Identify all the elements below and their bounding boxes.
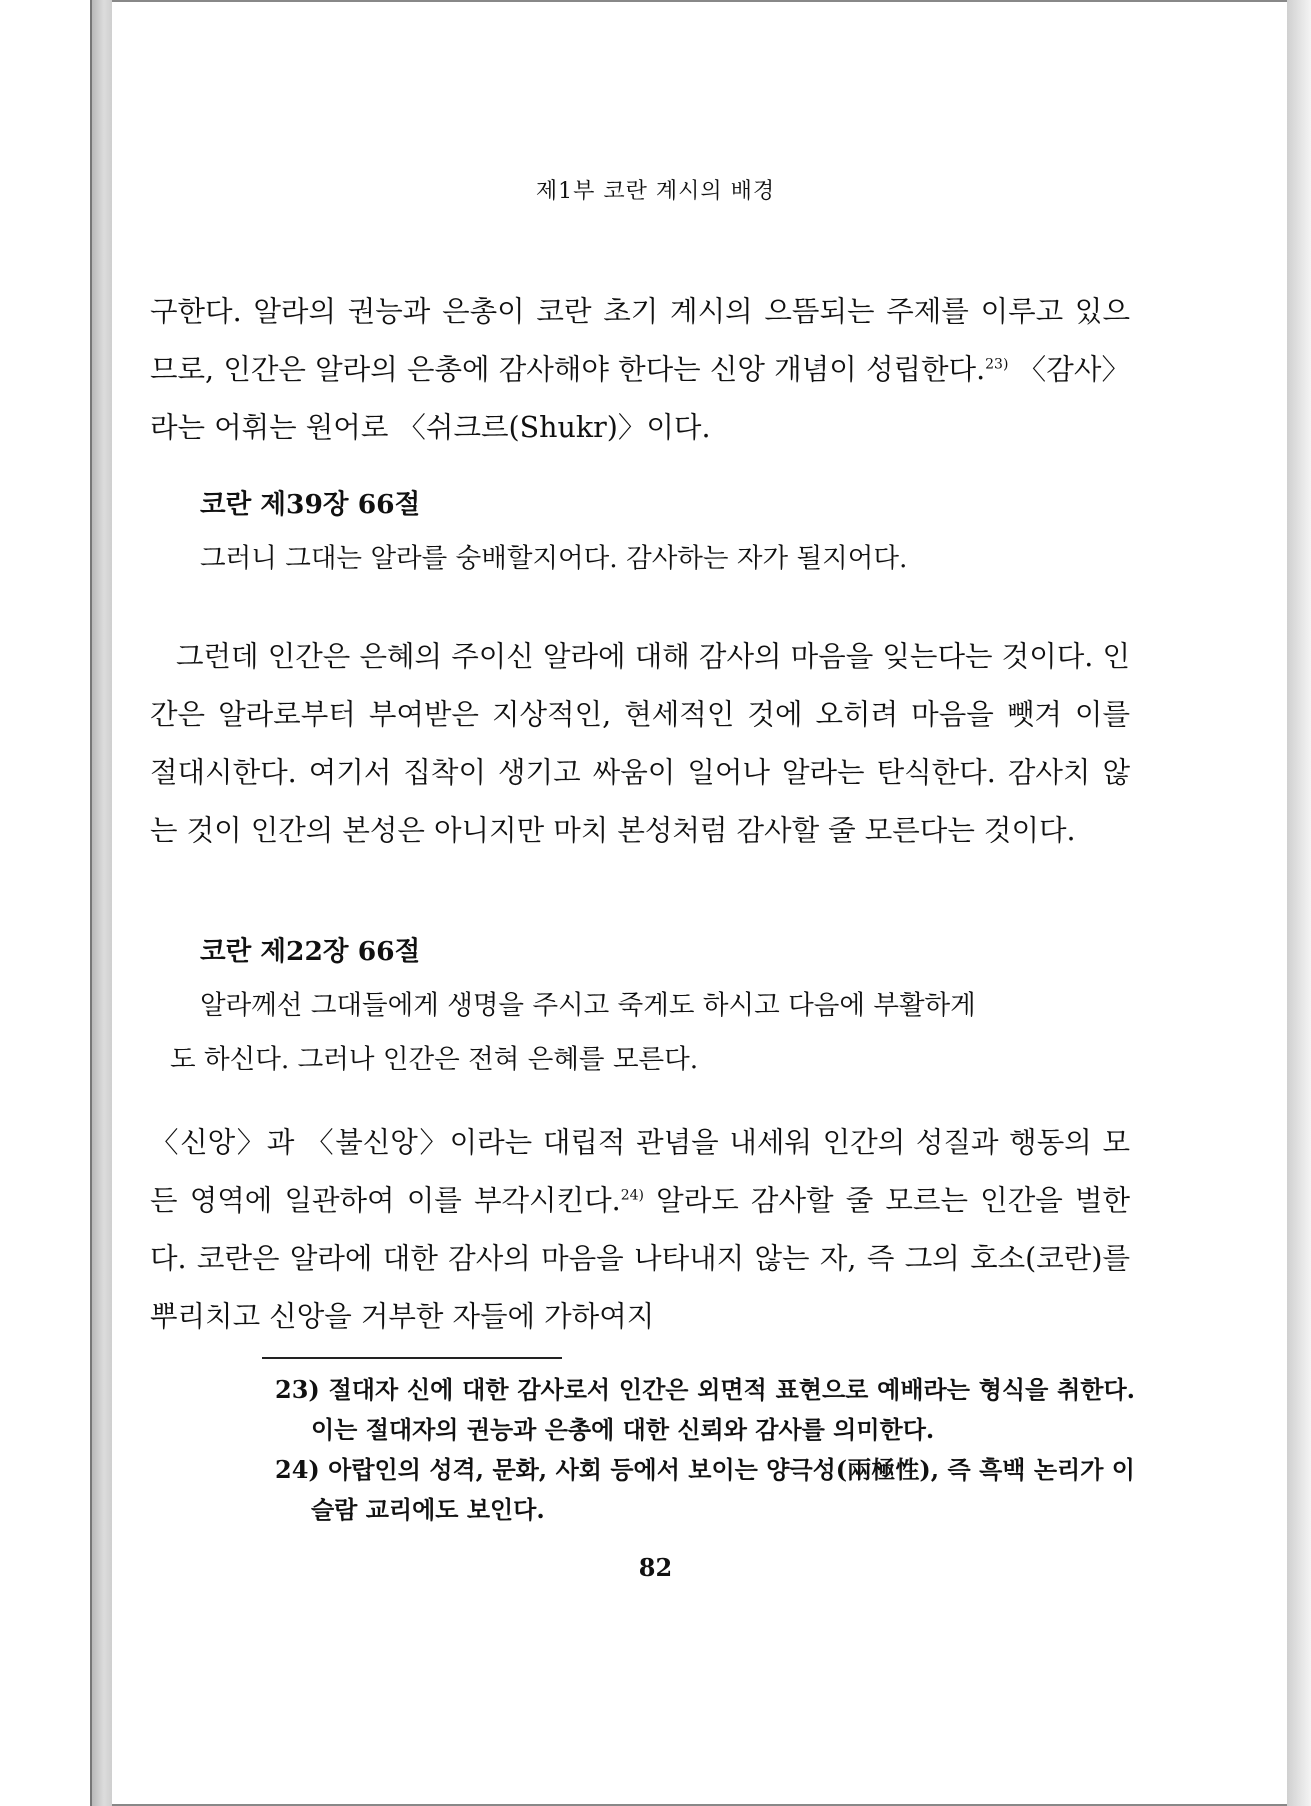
paragraph-3-text-after: 알라도 감사할 줄 모르는 인간을 벌한다. 코란은 알라에 대한 감사의 마음을 나타내지 않는 자, 즉 그의 호소(코란)를 뿌리치고 신앙을 거부한 자들에 가하여지 [150, 1184, 1130, 1333]
book-spine [90, 0, 112, 1806]
page-number: 82 [638, 1553, 673, 1582]
quote-1-reference: 코란 제39장 66절 [200, 489, 421, 520]
footnote-ref-23: 23) [985, 356, 1009, 373]
paragraph-1-text-after: 〈감사〉라는 어휘는 원어로 〈쉬크르(Shukr)〉이다. [150, 353, 1130, 444]
paragraph-3-text: 〈신앙〉과 〈불신앙〉이라는 대립적 관념을 내세워 인간의 성질과 행동의 모든 영역에 일관하여 이를 부각시킨다. [150, 1126, 1130, 1217]
quote-2-reference: 코란 제22장 66절 [200, 936, 421, 967]
footnote-divider [262, 1357, 562, 1359]
quote-1-text: 그러니 그대는 알라를 숭배할지어다. 감사하는 자가 될지어다. [200, 543, 908, 574]
page-edge-shadow [1287, 0, 1311, 1806]
quote-block-1 [200, 478, 1100, 586]
footnote-24 [275, 1450, 1135, 1530]
paragraph-1 [150, 283, 1130, 457]
quote-block-2 [170, 925, 1100, 1087]
quote-2-text-line-1: 알라께선 그대들에게 생명을 주시고 죽게도 하시고 다음에 부활하게 [200, 990, 976, 1021]
quote-2-text-line-2: 도 하신다. 그러나 인간은 전혀 은혜를 모른다. [170, 1044, 699, 1075]
footnote-23 [275, 1370, 1135, 1450]
footnote-23-number: 23) [275, 1375, 320, 1404]
footnote-ref-24: 24) [620, 1187, 644, 1204]
paragraph-2-text: 그런데 인간은 은혜의 주이신 알라에 대해 감사의 마음을 잊는다는 것이다. 인간은 알라로부터 부여받은 지상적인, 현세적인 것에 오히려 마음을 뺏겨 이를 절대시한다. 여기서 집착이 생기고 싸움이 일어나 알라는 탄식한다. 감사치 않는 것이 인간의 본성은 아니지만 마치 본성처럼 감사할 줄 모른다는 것이다. [150, 640, 1130, 847]
footnote-24-number: 24) [275, 1455, 320, 1484]
running-head: 제1부 코란 계시의 배경 [535, 179, 776, 204]
paragraph-3 [150, 1114, 1130, 1346]
footnotes [275, 1370, 1135, 1530]
footnote-23-text: 절대자 신에 대한 감사로서 인간은 외면적 표현으로 예배라는 형식을 취한다. 이는 절대자의 권능과 은총에 대한 신뢰와 감사를 의미한다. [311, 1375, 1135, 1444]
paragraph-1-text: 구한다. 알라의 권능과 은총이 코란 초기 계시의 으뜸되는 주제를 이루고 있으므로, 인간은 알라의 은총에 감사해야 한다는 신앙 개념이 성립한다. [150, 295, 1130, 386]
footnote-24-text: 아랍인의 성격, 문화, 사회 등에서 보이는 양극성(兩極性), 즉 흑백 논리가 이슬람 교리에도 보인다. [311, 1455, 1135, 1524]
paragraph-2 [150, 628, 1130, 860]
book-page [112, 0, 1287, 1806]
